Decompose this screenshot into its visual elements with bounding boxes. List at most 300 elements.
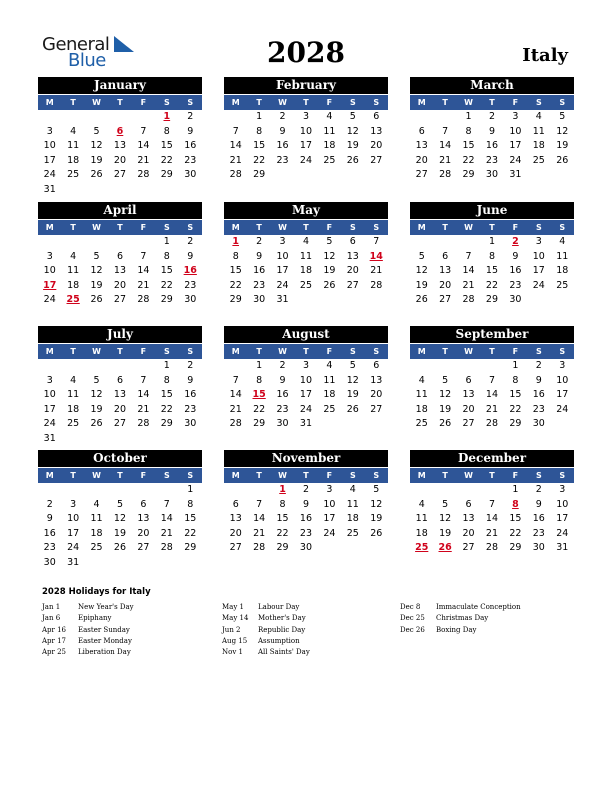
weekday-label: F — [512, 223, 519, 232]
day-cell: 3 — [70, 498, 77, 510]
day-cell: 14 — [137, 265, 150, 276]
day-cell: 19 — [113, 527, 127, 539]
weekday-label: S — [559, 347, 566, 356]
day-cell: 3 — [512, 111, 519, 122]
holiday-name: Assumption — [258, 636, 300, 645]
day-cell: 21 — [370, 265, 383, 276]
day-cell: 17 — [556, 513, 569, 524]
holiday-day-cell: 15 — [252, 389, 266, 400]
day-cell: 7 — [488, 498, 495, 510]
weekday-label: T — [117, 98, 123, 107]
day-blank — [224, 359, 247, 374]
day-cell: 27 — [137, 542, 150, 553]
day-blank — [247, 483, 270, 498]
holiday-date: Aug 15 — [222, 636, 248, 645]
day-cell: 19 — [346, 389, 359, 400]
weekday-label: W — [92, 347, 101, 356]
day-cell: 11 — [346, 498, 359, 510]
day-cell: 7 — [465, 250, 472, 262]
holiday-date: May 14 — [222, 614, 249, 623]
day-cell: 30 — [184, 418, 197, 429]
weekday-label: T — [70, 98, 76, 107]
day-cell: 22 — [160, 403, 173, 415]
day-cell: 23 — [253, 279, 266, 291]
day-cell: 10 — [556, 374, 569, 386]
weekday-label: T — [256, 347, 262, 356]
day-cell: 2 — [535, 360, 542, 371]
day-cell: 4 — [418, 498, 425, 510]
day-cell: 28 — [137, 169, 150, 180]
day-cell: 5 — [559, 111, 566, 122]
day-cell: 4 — [93, 498, 100, 510]
day-cell: 26 — [90, 294, 103, 305]
day-cell: 6 — [116, 250, 123, 262]
month-april — [38, 202, 202, 308]
day-cell: 25 — [346, 527, 359, 539]
month-may — [224, 202, 388, 308]
weekday-bar — [224, 468, 388, 483]
day-cell: 23 — [184, 154, 197, 166]
day-cell: 18 — [299, 265, 313, 276]
day-grid — [410, 359, 574, 432]
day-cell: 29 — [509, 542, 522, 553]
weekday-label: T — [256, 223, 262, 232]
month-title: October — [38, 450, 202, 467]
weekday-label: S — [535, 347, 542, 356]
day-cell: 8 — [163, 250, 170, 262]
day-cell: 12 — [90, 140, 103, 151]
day-cell: 21 — [462, 279, 475, 291]
weekday-bar — [38, 220, 202, 235]
day-blank — [85, 235, 108, 250]
holiday-day-cell: 26 — [438, 542, 452, 553]
day-cell: 16 — [299, 513, 313, 524]
day-cell: 11 — [415, 389, 428, 400]
day-cell: 17 — [556, 389, 569, 400]
day-cell: 22 — [160, 154, 173, 166]
holiday-row — [400, 625, 570, 636]
day-cell: 27 — [113, 418, 127, 429]
month-title: September — [410, 326, 574, 343]
day-cell: 6 — [232, 498, 239, 510]
day-blank — [108, 359, 131, 374]
holiday-row — [222, 625, 392, 636]
day-cell: 29 — [160, 294, 173, 305]
weekday-label: W — [464, 98, 473, 107]
day-cell: 6 — [418, 125, 425, 137]
day-cell: 30 — [532, 418, 545, 429]
holiday-name: Labour Day — [258, 603, 300, 611]
day-cell: 14 — [137, 389, 150, 400]
day-cell: 9 — [512, 250, 519, 262]
day-cell: 8 — [163, 374, 170, 386]
day-cell: 5 — [93, 250, 100, 262]
logo-text-general: General — [42, 34, 110, 55]
weekday-label: F — [326, 347, 333, 356]
day-cell: 2 — [279, 360, 286, 371]
day-cell: 17 — [276, 265, 289, 276]
day-cell: 12 — [439, 389, 452, 400]
day-cell: 29 — [229, 294, 242, 305]
weekday-label: F — [326, 223, 333, 232]
day-cell: 30 — [43, 556, 56, 568]
day-cell: 19 — [556, 140, 569, 151]
day-cell: 21 — [229, 403, 242, 415]
weekday-label: S — [163, 471, 170, 480]
weekday-label: S — [559, 223, 566, 232]
day-cell: 24 — [276, 279, 289, 291]
day-cell: 12 — [113, 513, 127, 524]
day-cell: 14 — [485, 389, 499, 400]
holiday-date: Nov 1 — [222, 648, 243, 657]
weekday-label: W — [278, 347, 287, 356]
holiday-day-cell: 25 — [66, 294, 80, 305]
day-cell: 6 — [442, 250, 449, 262]
day-cell: 8 — [256, 125, 263, 137]
holiday-column — [400, 602, 570, 636]
day-cell: 21 — [160, 527, 173, 539]
holiday-day-cell: 1 — [232, 236, 240, 247]
day-cell: 20 — [439, 279, 452, 291]
holiday-row — [222, 613, 392, 624]
weekday-label: M — [417, 471, 426, 480]
day-cell: 11 — [556, 250, 569, 262]
day-cell: 14 — [229, 389, 242, 400]
day-cell: 26 — [346, 154, 359, 166]
day-cell: 6 — [465, 498, 472, 510]
day-cell: 18 — [532, 140, 545, 151]
day-cell: 13 — [137, 513, 150, 524]
day-cell: 30 — [184, 169, 197, 180]
weekday-label: F — [512, 98, 519, 107]
day-cell: 16 — [276, 389, 289, 400]
weekday-label: M — [231, 471, 240, 480]
day-cell: 22 — [276, 527, 289, 539]
weekday-label: T — [256, 471, 262, 480]
weekday-bar — [224, 95, 388, 110]
generalblue-logo — [42, 34, 142, 70]
holiday-name: Mother's Day — [258, 614, 306, 623]
day-cell: 26 — [90, 169, 103, 180]
day-cell: 28 — [485, 542, 499, 553]
day-grid — [224, 359, 388, 432]
holiday-day-cell: 1 — [279, 484, 286, 495]
month-title: April — [38, 202, 202, 219]
weekday-label: S — [373, 471, 380, 480]
day-cell: 5 — [349, 360, 356, 371]
holiday-day-cell: 2 — [512, 236, 519, 247]
weekday-label: S — [349, 471, 356, 480]
day-cell: 2 — [256, 236, 263, 247]
day-cell: 30 — [509, 294, 522, 305]
day-cell: 12 — [415, 265, 428, 276]
day-cell: 5 — [93, 374, 100, 386]
holiday-column — [222, 602, 392, 658]
weekday-label: T — [303, 223, 309, 232]
weekday-label: T — [489, 98, 495, 107]
weekday-bar — [224, 220, 388, 235]
day-cell: 31 — [43, 183, 56, 195]
day-cell: 17 — [299, 140, 313, 151]
day-cell: 22 — [462, 154, 475, 166]
holiday-day-cell: 8 — [512, 498, 519, 510]
day-blank — [433, 235, 456, 250]
holiday-name: Republic Day — [258, 625, 306, 634]
weekday-label: S — [559, 471, 566, 480]
weekday-label: M — [45, 471, 54, 480]
weekday-label: M — [231, 98, 240, 107]
day-cell: 12 — [90, 389, 103, 400]
weekday-label: M — [45, 347, 54, 356]
day-cell: 9 — [46, 513, 53, 524]
weekday-label: T — [303, 471, 309, 480]
day-cell: 13 — [113, 265, 127, 276]
day-cell: 23 — [532, 527, 545, 539]
weekday-label: S — [373, 223, 380, 232]
weekday-label: M — [417, 98, 426, 107]
day-cell: 23 — [276, 403, 289, 415]
holiday-row — [400, 613, 570, 624]
weekday-label: S — [373, 98, 380, 107]
day-cell: 8 — [187, 498, 194, 510]
weekday-label: M — [45, 98, 54, 107]
weekday-label: M — [417, 223, 426, 232]
weekday-label: T — [442, 223, 448, 232]
day-cell: 20 — [462, 403, 475, 415]
day-cell: 9 — [187, 125, 194, 137]
day-cell: 15 — [229, 265, 242, 276]
day-cell: 26 — [90, 418, 103, 429]
month-title: June — [410, 202, 574, 219]
day-blank — [132, 110, 155, 125]
day-cell: 13 — [415, 140, 428, 151]
day-cell: 29 — [485, 294, 499, 305]
weekday-label: W — [92, 223, 101, 232]
day-cell: 14 — [485, 513, 499, 524]
day-blank — [155, 483, 178, 498]
day-cell: 24 — [323, 527, 336, 539]
day-cell: 7 — [140, 250, 147, 262]
weekday-label: T — [70, 471, 76, 480]
day-cell: 5 — [349, 111, 356, 122]
day-blank — [38, 235, 61, 250]
day-grid — [410, 235, 574, 308]
day-blank — [85, 359, 108, 374]
day-cell: 9 — [256, 250, 263, 262]
holiday-row — [42, 625, 212, 636]
day-cell: 11 — [415, 513, 428, 524]
month-march — [410, 77, 574, 183]
holiday-name: Christmas Day — [436, 614, 489, 623]
weekday-label: S — [349, 223, 356, 232]
day-cell: 25 — [90, 542, 103, 553]
day-cell: 15 — [509, 389, 522, 400]
month-december — [410, 450, 574, 556]
day-cell: 13 — [370, 374, 383, 386]
day-cell: 3 — [559, 484, 566, 495]
day-cell: 5 — [116, 498, 123, 510]
holiday-date: Apr 25 — [42, 648, 67, 657]
day-cell: 10 — [532, 250, 545, 262]
day-cell: 29 — [184, 542, 197, 553]
weekday-bar — [38, 468, 202, 483]
day-cell: 7 — [488, 374, 495, 386]
month-september — [410, 326, 574, 432]
day-blank — [85, 483, 108, 498]
day-cell: 22 — [184, 527, 197, 539]
day-cell: 15 — [462, 140, 475, 151]
weekday-bar — [38, 95, 202, 110]
logo-text-blue: Blue — [68, 50, 106, 71]
day-cell: 23 — [509, 279, 522, 291]
day-cell: 28 — [485, 418, 499, 429]
weekday-label: T — [442, 471, 448, 480]
weekday-label: S — [187, 471, 194, 480]
day-cell: 17 — [532, 265, 545, 276]
day-cell: 21 — [485, 403, 499, 415]
day-cell: 29 — [509, 418, 522, 429]
day-cell: 11 — [67, 140, 80, 151]
day-blank — [61, 235, 84, 250]
day-cell: 28 — [370, 279, 383, 291]
day-cell: 13 — [346, 250, 359, 262]
day-cell: 6 — [140, 498, 147, 510]
day-cell: 5 — [373, 484, 380, 495]
day-cell: 9 — [488, 125, 495, 137]
day-cell: 4 — [70, 374, 77, 386]
day-cell: 12 — [346, 374, 359, 386]
month-june — [410, 202, 574, 308]
day-cell: 26 — [323, 279, 336, 291]
day-cell: 7 — [256, 498, 263, 510]
day-cell: 26 — [346, 403, 359, 415]
day-cell: 18 — [415, 403, 428, 415]
holiday-name: Boxing Day — [436, 625, 477, 634]
weekday-label: T — [442, 98, 448, 107]
day-cell: 24 — [43, 169, 56, 180]
day-cell: 27 — [462, 542, 475, 553]
day-cell: 16 — [509, 265, 522, 276]
day-blank — [457, 359, 480, 374]
holiday-name: Easter Sunday — [78, 625, 130, 634]
day-cell: 13 — [462, 513, 475, 524]
day-cell: 10 — [509, 125, 522, 137]
day-cell: 16 — [43, 527, 56, 539]
holiday-row — [222, 636, 392, 647]
day-cell: 14 — [462, 265, 475, 276]
day-cell: 1 — [256, 360, 263, 371]
day-blank — [85, 110, 108, 125]
day-cell: 10 — [299, 374, 313, 386]
day-cell: 18 — [67, 403, 80, 415]
day-cell: 4 — [559, 236, 566, 247]
day-cell: 8 — [256, 374, 263, 386]
day-blank — [480, 359, 503, 374]
day-cell: 30 — [276, 418, 289, 429]
day-cell: 9 — [279, 374, 286, 386]
weekday-label: S — [187, 98, 194, 107]
day-cell: 20 — [370, 140, 383, 151]
weekday-bar — [410, 220, 574, 235]
holiday-date: Apr 17 — [42, 636, 67, 645]
weekday-label: W — [464, 223, 473, 232]
day-cell: 20 — [462, 527, 475, 539]
day-grid — [38, 483, 202, 570]
day-cell: 18 — [90, 527, 103, 539]
day-cell: 8 — [465, 125, 472, 137]
day-cell: 31 — [67, 556, 80, 568]
day-blank — [410, 359, 433, 374]
weekday-label: T — [70, 347, 76, 356]
day-cell: 24 — [299, 154, 313, 166]
day-cell: 21 — [137, 279, 150, 291]
day-cell: 17 — [43, 403, 56, 415]
day-cell: 2 — [46, 498, 53, 510]
day-grid — [224, 235, 388, 308]
day-cell: 17 — [299, 389, 313, 400]
day-cell: 28 — [137, 418, 150, 429]
day-cell: 13 — [113, 140, 127, 151]
day-blank — [61, 359, 84, 374]
day-cell: 31 — [43, 432, 56, 444]
day-cell: 17 — [43, 154, 56, 166]
day-cell: 19 — [90, 403, 103, 415]
day-cell: 16 — [184, 389, 197, 400]
day-cell: 21 — [253, 527, 266, 539]
holiday-date: Apr 16 — [42, 625, 67, 634]
day-grid — [38, 235, 202, 308]
day-cell: 10 — [43, 389, 56, 400]
holiday-name: New Year's Day — [78, 603, 134, 611]
day-cell: 21 — [137, 154, 150, 166]
weekday-label: F — [326, 471, 333, 480]
day-cell: 15 — [160, 265, 173, 276]
weekday-label: S — [187, 347, 194, 356]
weekday-label: W — [92, 98, 101, 107]
day-cell: 14 — [160, 513, 173, 524]
day-grid — [224, 483, 388, 556]
day-cell: 24 — [43, 294, 56, 305]
day-blank — [410, 235, 433, 250]
day-blank — [457, 235, 480, 250]
day-cell: 23 — [485, 154, 499, 166]
day-blank — [108, 110, 131, 125]
day-cell: 10 — [323, 498, 336, 510]
day-cell: 24 — [67, 542, 80, 553]
day-cell: 1 — [163, 236, 170, 247]
day-cell: 15 — [160, 389, 173, 400]
day-cell: 20 — [229, 527, 242, 539]
holiday-name: Immaculate Conception — [436, 603, 521, 611]
day-cell: 11 — [67, 265, 80, 276]
weekday-label: T — [117, 223, 123, 232]
day-cell: 27 — [370, 154, 383, 166]
day-grid — [410, 483, 574, 556]
weekday-label: F — [326, 98, 333, 107]
holiday-date: Dec 26 — [400, 625, 425, 634]
day-blank — [224, 483, 247, 498]
day-cell: 5 — [93, 125, 100, 137]
day-cell: 11 — [299, 250, 313, 262]
day-cell: 9 — [279, 125, 286, 137]
day-cell: 17 — [509, 140, 522, 151]
day-cell: 4 — [326, 111, 333, 122]
weekday-label: F — [512, 471, 519, 480]
day-cell: 9 — [187, 374, 194, 386]
day-cell: 26 — [370, 527, 383, 539]
day-cell: 20 — [113, 279, 127, 291]
day-cell: 28 — [253, 542, 266, 553]
